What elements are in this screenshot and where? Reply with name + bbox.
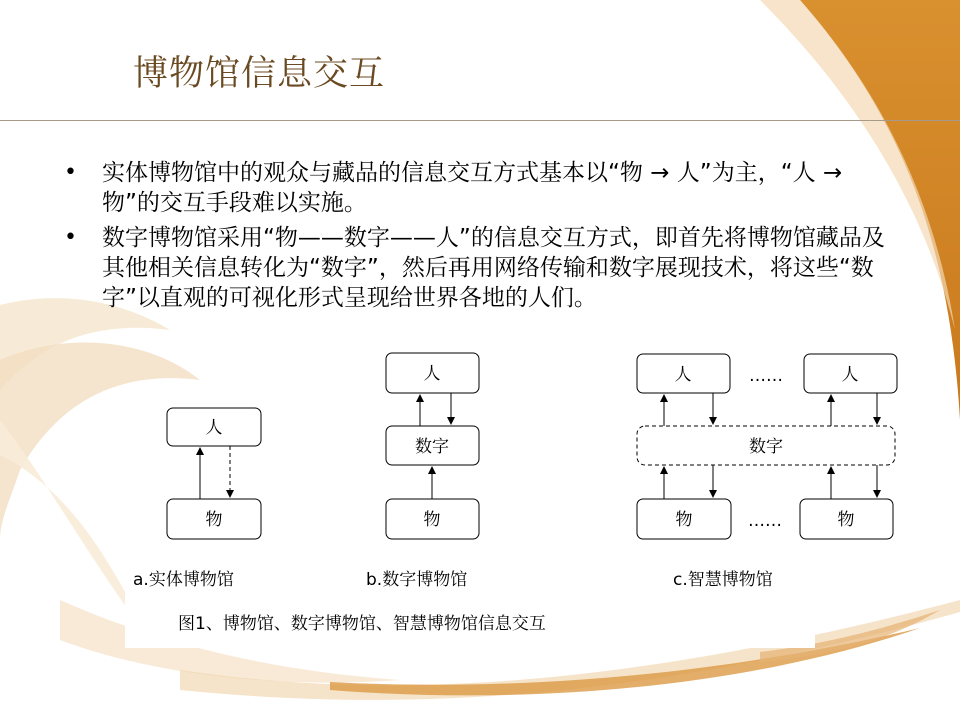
node-object-right-label: 物 [837, 510, 855, 530]
node-object-left-label: 物 [675, 510, 693, 530]
page-title: 博物馆信息交互 [133, 54, 386, 94]
caption-a: a.实体博物馆 [133, 570, 234, 590]
node-person-left-label: 人 [674, 365, 692, 385]
diagram-a [167, 408, 261, 539]
caption-c: c.智慧博物馆 [673, 570, 773, 590]
diagram-c [637, 354, 897, 539]
ellipsis-top: …… [749, 366, 783, 386]
ellipsis-bottom: …… [748, 511, 782, 531]
node-person-right-label: 人 [841, 365, 859, 385]
figure-caption: 图1、博物馆、数字博物馆、智慧博物馆信息交互 [178, 614, 546, 634]
diagram-b [386, 353, 479, 539]
bullet-text: 数字博物馆采用“物——数字——人”的信息交互方式，即首先将博物馆藏品及其他相关信息转化为“数字”，然后再用网络传输和数字展现技术，将这些“数字”以直观的可视化形式呈现给世界各地的人们。 [102, 225, 885, 311]
node-person-label: 人 [423, 364, 441, 384]
node-object-label: 物 [423, 510, 441, 530]
caption-b: b.数字博物馆 [366, 570, 468, 590]
node-person-label: 人 [205, 418, 223, 438]
bullet-dot: • [64, 160, 77, 185]
node-digital-label: 数字 [415, 437, 449, 457]
node-object-label: 物 [205, 510, 223, 530]
node-digital-label: 数字 [749, 437, 783, 457]
bullet-text: 实体博物馆中的观众与藏品的信息交互方式基本以“物 → 人”为主，“人 → 物”的交互手段难以实施。 [102, 160, 843, 216]
bullet-dot: • [64, 225, 77, 250]
